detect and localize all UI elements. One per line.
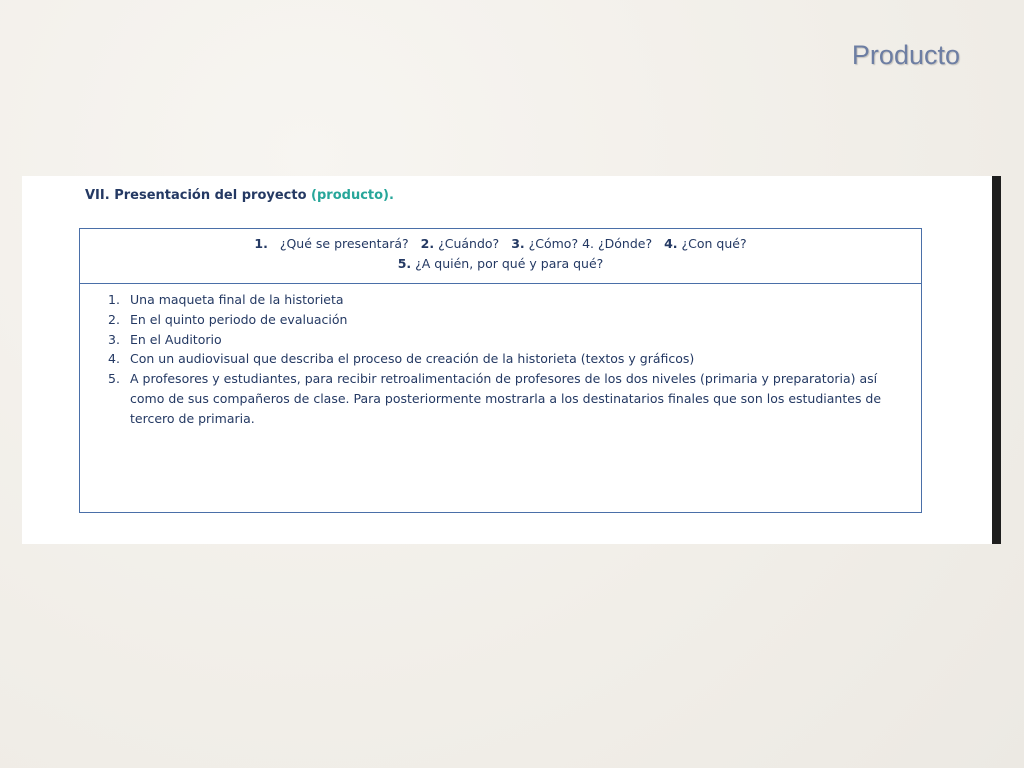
q2-number: 2. — [420, 236, 435, 251]
q3-number: 3. — [511, 236, 525, 251]
answer-text: Una maqueta final de la historieta — [130, 292, 344, 307]
q1-number: 1. — [254, 236, 268, 251]
section-heading — [85, 188, 394, 203]
q5-text: ¿Con qué? — [681, 236, 747, 251]
list-item — [108, 369, 911, 428]
answer-text: En el quinto periodo de evaluación — [130, 311, 348, 327]
questions-line-2 — [80, 254, 921, 274]
list-item — [108, 310, 911, 330]
list-item — [108, 349, 911, 369]
project-table — [79, 228, 922, 513]
answer-number: 5. — [108, 371, 120, 387]
list-item — [108, 330, 911, 350]
document-scan — [22, 176, 994, 544]
heading-main: VII. Presentación del proyecto — [85, 188, 312, 203]
q1-text: ¿Qué se presentará? — [279, 236, 409, 251]
scan-edge-divider — [992, 176, 1001, 544]
questions-row — [80, 229, 921, 284]
answer-number: 4. — [108, 351, 120, 367]
answer-text: A profesores y estudiantes, para recibir retroalimentación de profesores de los dos niveles (primaria y preparatoria) así como de sus compañeros de clase. Para posteriormente mostrarla a los destinatarios finales que son los estudiantes de tercero de primaria. — [130, 371, 882, 426]
answer-number: 3. — [108, 331, 120, 347]
q4-text: 4. ¿Dónde? — [582, 236, 653, 251]
list-item — [108, 290, 911, 310]
q6-text: ¿A quién, por qué y para qué? — [415, 256, 604, 271]
answer-number: 2. — [108, 311, 120, 327]
answer-text: Con un audiovisual que describa el proceso de creación de la historieta (textos y gráficos) — [130, 351, 695, 367]
slide-title: Producto — [851, 40, 960, 70]
answer-number: 1. — [108, 292, 120, 307]
questions-line-1 — [80, 234, 921, 254]
answers-list — [80, 284, 921, 429]
q5-number: 4. — [664, 236, 678, 251]
q6-number: 5. — [397, 256, 412, 271]
heading-accent: (producto). — [311, 188, 394, 203]
q2-text: ¿Cuándo? — [438, 236, 500, 251]
q3-text: ¿Cómo? — [528, 236, 579, 251]
answer-text: En el Auditorio — [130, 331, 222, 347]
